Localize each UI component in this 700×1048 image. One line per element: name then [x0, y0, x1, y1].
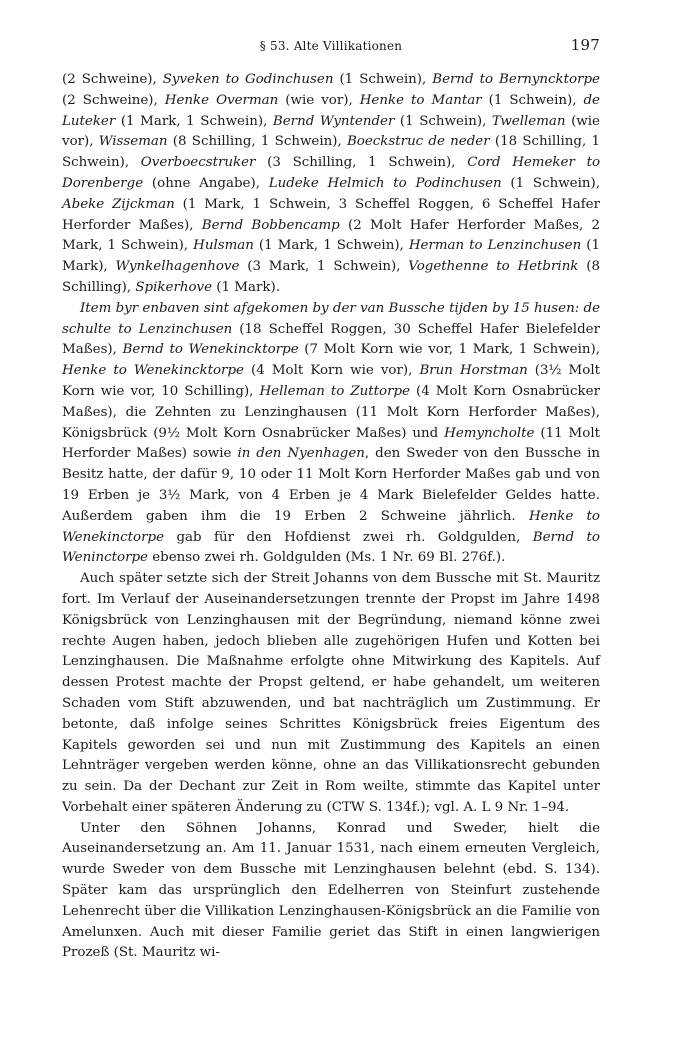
italic-name: Boeckstruc de neder [346, 134, 490, 150]
text-run: gab für den Hofdienst zwei rh. Goldgulden, [164, 529, 533, 545]
text-run: (2 Schweine), [62, 92, 165, 108]
text-run: (1 Schwein), [501, 175, 600, 191]
running-title: § 53. Alte Villikationen [259, 39, 403, 53]
text-run: (4 Molt Korn Osnabrücker Maßes), die Zehnten zu Lenzinghausen (11 Molt Korn Herforder Maßes), Königsbrück (9½ Molt Korn Osnabrücker Maßes) und [62, 383, 600, 441]
text-run: , den Sweder von den Bussche in Besitz hatte, der dafür 9, 10 oder 11 Molt Korn Herforder Maßes gab und von 19 Erben je 3½ Mark, von 4 Erben je 4 Mark Bielefelder Geldes hatte. Außerdem gaben ihm die 19 Erben 2 Schweine jährlich. [62, 446, 600, 524]
text-run: (18 Scheffel Roggen, 30 Scheffel Hafer Bielefelder Maßes), [62, 321, 600, 358]
italic-name: Henke to Wenekincktorpe [62, 363, 244, 379]
text-run: (18 Schilling, 1 Schwein), [62, 134, 600, 171]
page-number: 197 [570, 36, 600, 54]
italic-name: Item byr enbaven sint afgekomen by der van Bussche tijden by 15 husen: de schulte to Lenzinchusen [62, 300, 600, 337]
text-run: (1 Mark, 1 Schwein, 3 Scheffel Roggen, 6 Scheffel Hafer Herforder Maßes), [62, 196, 600, 233]
text-run: (3 Schilling, 1 Schwein), [255, 155, 468, 171]
text-run: (3½ Molt Korn wie vor, 10 Schilling), [62, 363, 600, 399]
text-run: (7 Molt Korn wie vor, 1 Mark, 1 Schwein), [298, 342, 600, 358]
italic-name: Hemyncholte [444, 425, 535, 441]
italic-name: Spikerhove [135, 279, 213, 295]
italic-name: Bernd Bobbencamp [201, 217, 340, 233]
text-run: (1 Mark, 1 Schwein), [115, 113, 273, 129]
text-run: (1 Mark, 1 Schwein), [253, 238, 409, 254]
italic-name: Henke to Mantar [359, 92, 482, 108]
italic-name: Herman to Lenzinchusen [408, 238, 582, 254]
italic-name: Twelleman [491, 113, 566, 129]
text-run: (1 Mark). [212, 279, 280, 295]
running-head [62, 36, 600, 60]
italic-name: Bernd to Weninctorpe [62, 529, 600, 566]
text-run: (2 Molt Hafer Herforder Maßes, 2 Mark, 1 Schwein), [62, 217, 601, 254]
italic-name: Cord Hemeker to Dorenberge [62, 155, 601, 191]
italic-name: Bernd Wyntender [272, 113, 395, 129]
text-run: (1 Schwein), [481, 92, 584, 108]
text-run: (2 Schweine), [62, 72, 163, 87]
italic-name: Wynkelhagenhove [115, 259, 240, 275]
italic-name: Abeke Zijckman [62, 196, 175, 212]
italic-name: Overboecstruker [140, 155, 256, 171]
text-run: Unter den Söhnen Johanns, Konrad und Sweder, hielt die Auseinandersetzung an. Am 11. Januar 1531, nach einem erneuten Vergleich, wurde Sweder von dem Bussche mit Lenzinghausen belehnt (ebd. S. 134). Später kam das ursprünglich den Edelherren von Steinfurt zustehende Lehenrecht über die Villikation Lenzinghausen-Königsbrück an die Familie von Amelunxen. Auch mit dieser Familie geriet das Stift in einen langwierigen Prozeß (St. Mauritz wi- [62, 820, 600, 961]
text-run: (1 Schwein), [333, 72, 433, 87]
italic-name: in den Nyenhagen [237, 446, 365, 462]
italic-name: Brun Horstman [419, 363, 528, 379]
text-run: (1 Mark), [62, 238, 600, 275]
paragraph [62, 299, 600, 569]
italic-name: Ludeke Helmich to Podinchusen [268, 175, 502, 191]
paragraph [62, 819, 600, 965]
italic-name: Helleman to Zuttorpe [259, 383, 410, 399]
text-run: (11 Molt Herforder Maßes) sowie [62, 425, 600, 462]
text-run: (wie vor), [278, 92, 360, 108]
body-text [62, 70, 600, 964]
text-run: ebenso zwei rh. Goldgulden (Ms. 1 Nr. 69 Bl. 276f.). [147, 550, 506, 566]
italic-name: Wisseman [98, 134, 168, 150]
italic-name: de Luteker [62, 92, 600, 129]
text-run: (3 Mark, 1 Schwein), [239, 259, 409, 275]
italic-name: Hulsman [193, 238, 254, 254]
italic-name: Vogethenne to Hetbrink [408, 259, 579, 275]
paragraph [62, 70, 600, 299]
italic-name: Henke to Wenekinctorpe [62, 508, 600, 545]
text-run: (wie vor), [62, 113, 600, 150]
text-run: (4 Molt Korn wie vor), [243, 363, 420, 379]
paragraph [62, 569, 600, 819]
text-run: (1 Schwein), [394, 113, 492, 129]
italic-name: Bernd to Wenekincktorpe [122, 342, 299, 358]
italic-name: Syveken to Godinchusen [162, 72, 334, 87]
italic-name: Bernd to Bernyncktorpe [432, 72, 600, 87]
text-run: Auch später setzte sich der Streit Johanns von dem Bussche mit St. Mauritz fort. Im Verlauf der Auseinandersetzungen trennte der Propst im Jahre 1498 Königsbrück von Lenzinghausen mit der Begründung, niemand könne zwei rechte Augen haben, jedoch blieben alle zugehörigen Hufen und Kotten bei Lenzinghausen. Die Maßnahme erfolgte ohne Mitwirkung des Kapitels. Auf dessen Protest machte der Propst geltend, er habe gehandelt, um weiteren Schaden vom Stift abzuwenden, und bat nachträglich um Zustimmung. Er betonte, daß infolge seines Schrittes Königsbrück freies Eigentum des Kapitels geworden sei und nun mit Zustimmung des Kapitels an einen Lehnträger vergeben werden könne, ohne an das Villikationsrecht gebunden zu sein. Da der Dechant zur Zeit in Rom weilte, stimmte das Kapitel unter Vorbehalt einer späteren Änderung zu (CTW S. 134f.); vgl. A. L 9 Nr. 1–94. [62, 571, 600, 815]
italic-name: Henke Overman [164, 92, 279, 108]
text-run: (8 Schilling, 1 Schwein), [167, 134, 347, 150]
book-page [62, 36, 600, 964]
text-run: (ohne Angabe), [143, 175, 269, 191]
text-run: (8 Schilling), [62, 259, 600, 295]
